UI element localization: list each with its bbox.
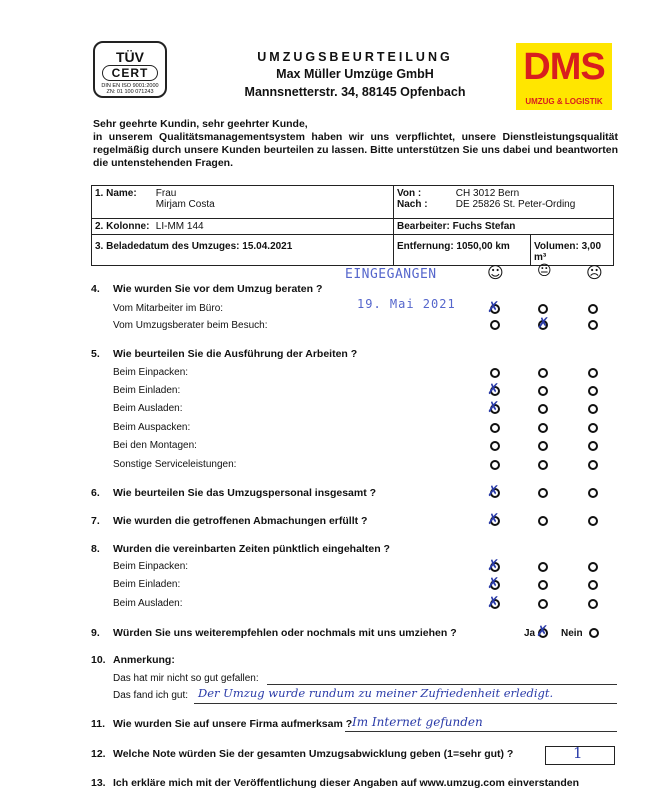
q7-number: 7. xyxy=(91,515,100,527)
q5-sub3-sad-radio[interactable] xyxy=(588,404,598,414)
q5-text: Wie beurteilen Sie die Ausführung der Arbeiten ? xyxy=(113,348,358,360)
tuv-logo-line2: CERT xyxy=(102,65,158,81)
q5-sub3-check-mark: ✗ xyxy=(487,398,500,416)
dms-logo-text: DMS xyxy=(523,46,605,88)
neutral-face-icon: 😐 xyxy=(537,263,552,279)
tuv-cert-logo xyxy=(93,41,167,98)
q12-text: Welche Note würden Sie der gesamten Umzugsabwicklung geben (1=sehr gut) ? xyxy=(113,748,514,760)
date-cell xyxy=(92,235,394,266)
q5-sub4-sad-radio[interactable] xyxy=(588,423,598,433)
intro-greeting: Sehr geehrte Kundin, sehr geehrter Kunde, xyxy=(93,118,308,130)
q10-like-answer: Der Umzug wurde rundum zu meiner Zufriedenheit erledigt. xyxy=(198,686,554,700)
tuv-iso-text: DIN EN ISO 9001:2000 xyxy=(101,83,159,89)
customer-info-table xyxy=(91,185,614,266)
q5-sub1-neutral-radio[interactable] xyxy=(538,368,548,378)
q5-sub2-sad-radio[interactable] xyxy=(588,386,598,396)
q8-sub1-neutral-radio[interactable] xyxy=(538,562,548,572)
q5-sub2: Beim Einladen: xyxy=(113,385,181,396)
q7-neutral-radio[interactable] xyxy=(538,516,548,526)
q5-sub5: Bei den Montagen: xyxy=(113,440,197,451)
q8-sub2: Beim Einladen: xyxy=(113,579,181,590)
nach-value: DE 25826 St. Peter-Ording xyxy=(455,199,576,210)
q4-sub1-sad-radio[interactable] xyxy=(588,304,598,314)
q6-neutral-radio[interactable] xyxy=(538,488,548,498)
q8-number: 8. xyxy=(91,543,100,555)
q9-nein-label: Nein xyxy=(561,628,583,639)
q8-sub2-check-mark: ✗ xyxy=(487,574,500,592)
intro-text xyxy=(93,118,618,170)
company-address: Mannsnetterstr. 34, 88145 Opfenbach xyxy=(244,85,466,99)
q10-dislike-line xyxy=(267,684,617,685)
q4-sub1: Vom Mitarbeiter im Büro: xyxy=(113,303,224,314)
name-label: 1. Name: xyxy=(95,188,137,199)
q5-sub6: Sonstige Serviceleistungen: xyxy=(113,459,237,470)
entfernung: Entfernung: 1050,00 km xyxy=(397,241,510,252)
q13-text: Ich erkläre mich mit der Veröffentlichung dieser Angaben auf www.umzug.com einverstanden xyxy=(113,777,579,789)
dms-logo-subtitle: UMZUG & LOGISTIK xyxy=(525,97,603,106)
route-cell xyxy=(394,186,614,219)
kolonne-cell xyxy=(92,219,394,235)
received-stamp-label: EINGEGANGEN xyxy=(345,267,437,282)
name-cell xyxy=(92,186,394,219)
name-value: Mirjam Costa xyxy=(155,199,215,210)
q4-sub1-check-mark: ✗ xyxy=(487,298,500,316)
q9-number: 9. xyxy=(91,627,100,639)
von-value: CH 3012 Bern xyxy=(455,188,520,199)
q8-text: Wurden die vereinbarten Zeiten pünktlich eingehalten ? xyxy=(113,543,390,555)
q4-sub2: Vom Umzugsberater beim Besuch: xyxy=(113,320,268,331)
q11-answer: Im Internet gefunden xyxy=(352,715,483,729)
q5-sub1: Beim Einpacken: xyxy=(113,367,189,378)
q5-sub4-happy-radio[interactable] xyxy=(490,423,500,433)
q5-sub1-sad-radio[interactable] xyxy=(588,368,598,378)
q8-sub2-neutral-radio[interactable] xyxy=(538,580,548,590)
beladedatum: 3. Beladedatum des Umzuges: 15.04.2021 xyxy=(95,241,293,252)
form-title: UMZUGSBEURTEILUNG xyxy=(257,50,453,64)
q8-sub3-neutral-radio[interactable] xyxy=(538,599,548,609)
q10-like-line xyxy=(194,703,617,704)
q5-sub6-sad-radio[interactable] xyxy=(588,460,598,470)
q7-check-mark: ✗ xyxy=(487,510,500,528)
q6-check-mark: ✗ xyxy=(487,482,500,500)
tuv-logo-line1: TÜV xyxy=(116,49,144,65)
tuv-logo-small xyxy=(95,83,165,95)
q11-number: 11. xyxy=(91,718,106,730)
q5-sub2-neutral-radio[interactable] xyxy=(538,386,548,396)
q5-sub5-happy-radio[interactable] xyxy=(490,441,500,451)
q5-sub4-neutral-radio[interactable] xyxy=(538,423,548,433)
volume-cell xyxy=(531,235,614,266)
q10-sub1: Das hat mir nicht so gut gefallen: xyxy=(113,673,259,684)
q5-number: 5. xyxy=(91,348,100,360)
q8-sub1-check-mark: ✗ xyxy=(487,556,500,574)
q7-text: Wie wurden die getroffenen Abmachungen erfüllt ? xyxy=(113,515,368,527)
dms-logo xyxy=(516,43,612,110)
received-stamp-date: 19. Mai 2021 xyxy=(357,297,456,311)
q6-number: 6. xyxy=(91,487,100,499)
q5-sub5-neutral-radio[interactable] xyxy=(538,441,548,451)
q8-sub3-check-mark: ✗ xyxy=(487,593,500,611)
q9-text: Würden Sie uns weiterempfehlen oder nochmals mit uns umziehen ? xyxy=(113,627,457,639)
q6-sad-radio[interactable] xyxy=(588,488,598,498)
tuv-zn-text: ZN: 01 100 071243 xyxy=(106,89,154,95)
q12-number: 12. xyxy=(91,748,106,760)
q8-sub3: Beim Ausladen: xyxy=(113,598,183,609)
q5-sub3: Beim Ausladen: xyxy=(113,403,183,414)
q8-sub3-sad-radio[interactable] xyxy=(588,599,598,609)
q4-sub2-happy-radio[interactable] xyxy=(490,320,500,330)
bearbeiter-label: Bearbeiter: xyxy=(397,221,450,232)
q5-sub6-neutral-radio[interactable] xyxy=(538,460,548,470)
q4-text: Wie wurden Sie vor dem Umzug beraten ? xyxy=(113,283,323,295)
q6-text: Wie beurteilen Sie das Umzugspersonal insgesamt ? xyxy=(113,487,377,499)
q9-nein-radio[interactable] xyxy=(589,628,599,638)
q5-sub6-happy-radio[interactable] xyxy=(490,460,500,470)
volumen: Volumen: 3,00 m³ xyxy=(534,241,602,263)
q10-sub2: Das fand ich gut: xyxy=(113,690,189,701)
q13-number: 13. xyxy=(91,777,106,789)
q10-text: Anmerkung: xyxy=(113,654,175,666)
q11-line xyxy=(345,731,617,732)
q8-sub2-sad-radio[interactable] xyxy=(588,580,598,590)
happy-face-icon: ☺ xyxy=(487,263,504,282)
q8-sub1: Beim Einpacken: xyxy=(113,561,189,572)
q4-sub2-check-mark: ✗ xyxy=(537,314,550,332)
q9-ja-label: Ja xyxy=(524,628,536,639)
intro-body: in unserem Qualitätsmanagementsystem haben wir uns verpflichtet, unsere Dienstleistungsqualität regelmäßig durch unsere Kunden beurteilen zu lassen. Bitte unterstützen Sie uns dabei und beantworten die untenstehenden Fragen. xyxy=(93,131,618,169)
q5-sub4: Beim Auspacken: xyxy=(113,422,191,433)
q9-check-mark: ✗ xyxy=(536,622,549,640)
bearbeiter-cell xyxy=(394,219,614,235)
q5-sub1-happy-radio[interactable] xyxy=(490,368,500,378)
q4-sub2-sad-radio[interactable] xyxy=(588,320,598,330)
q7-sad-radio[interactable] xyxy=(588,516,598,526)
q4-sub1-neutral-radio[interactable] xyxy=(538,304,548,314)
q8-sub1-sad-radio[interactable] xyxy=(588,562,598,572)
q11-text: Wie wurden Sie auf unsere Firma aufmerksam ? xyxy=(113,718,353,730)
name-salutation: Frau xyxy=(155,188,177,199)
kolonne-value: LI-MM 144 xyxy=(155,221,204,232)
kolonne-label: 2. Kolonne: xyxy=(95,221,150,232)
company-name: Max Müller Umzüge GmbH xyxy=(276,67,434,81)
nach-label: Nach : xyxy=(397,199,428,210)
sad-face-icon: ☹ xyxy=(586,263,603,282)
q5-sub3-neutral-radio[interactable] xyxy=(538,404,548,414)
q12-answer: 1 xyxy=(573,744,583,762)
q5-sub2-check-mark: ✗ xyxy=(487,380,500,398)
von-label: Von : xyxy=(397,188,422,199)
bearbeiter-value: Fuchs Stefan xyxy=(452,221,516,232)
q5-sub5-sad-radio[interactable] xyxy=(588,441,598,451)
q10-number: 10. xyxy=(91,654,106,666)
q4-number: 4. xyxy=(91,283,100,295)
distance-cell xyxy=(394,235,531,266)
